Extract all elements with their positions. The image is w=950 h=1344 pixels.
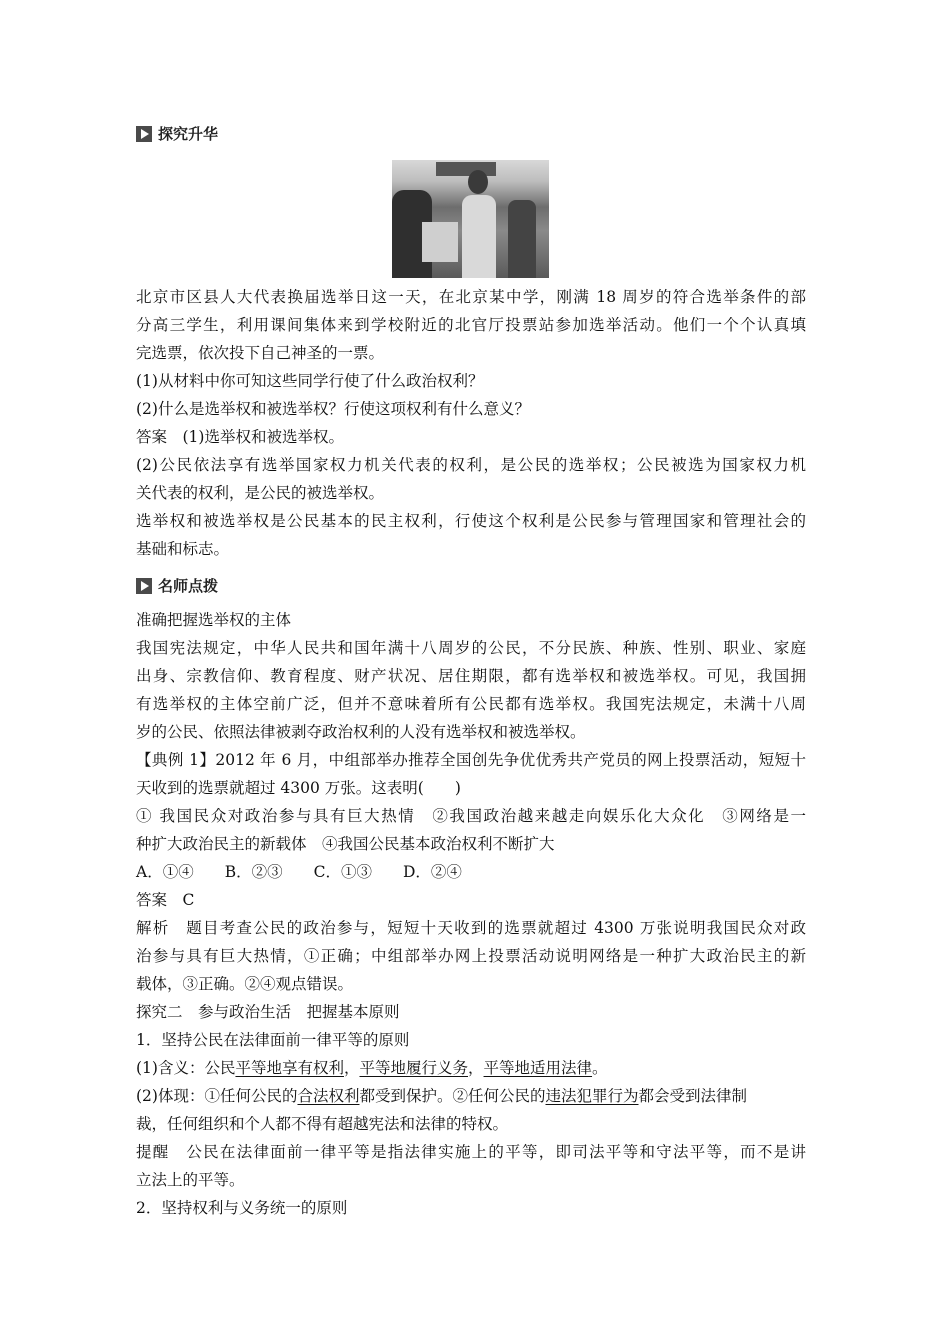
text-line: 关代表的权利，是公民的被选举权。 [136,484,385,502]
choices: A．①④ B．②③ C．①③ D．②④ [136,863,462,881]
example-question: 【典例 1】2012 年 6 月，中组部举办推荐全国创先争优优秀共产党员的网上投票活动，短短十 [136,751,806,769]
section-title: 名师点拨 [158,577,219,595]
meaning-line [136,1054,608,1082]
underlined-term: 平等地履行义务 [359,1059,469,1077]
options-line: ① 我国民众对政治参与具有巨大热情 ②我国政治越来越走向娱乐化大众化 ③网络是一 [136,807,806,825]
play-triangle-icon [136,578,152,594]
text-line: 北京市区县人大代表换届选举日这一天，在北京某中学，刚满 18 周岁的符合选举条件的部 [136,288,806,306]
section-title: 探究升华 [158,125,219,143]
voting-photo [392,160,549,278]
text-span: 都受到保护。②任何公民的 [359,1087,546,1105]
text-span: 。 [592,1059,608,1077]
text-line: 基础和标志。 [136,540,230,558]
underlined-term: 平等地适用法律 [483,1059,593,1077]
section-heading-teacher [136,575,218,596]
manifestation-line [136,1082,747,1110]
text-line: 有选举权的主体空前广泛，但并不意味着所有公民都有选举权。我国宪法规定，未满十八周 [136,695,806,713]
text-span: (2)体现：①任何公民的 [136,1087,298,1105]
question-1: (1)从材料中你可知这些同学行使了什么政治权利？ [136,372,484,390]
options-line: 种扩大政治民主的新载体 ④我国公民基本政治权利不断扩大 [136,835,555,853]
analysis: 解析 题目考查公民的政治参与，短短十天收到的选票就超过 4300 万张说明我国民众对政 [136,919,806,937]
section-heading-explore [136,123,218,144]
subheading: 探究二 参与政治生活 把握基本原则 [136,1003,400,1021]
underlined-term: 合法权利 [297,1087,360,1105]
text-line: 分高三学生，利用课间集体来到学校附近的北官厅投票站参加选举活动。他们一个个认真填 [136,316,806,334]
text-line: 立法上的平等。 [136,1171,245,1189]
text-line: 治参与具有巨大热情，①正确；中组部举办网上投票活动说明网络是一种扩大政治民主的新 [136,947,806,965]
answer-1: 答案 (1)选举权和被选举权。 [136,428,344,446]
principle-heading: 2．坚持权利与义务统一的原则 [136,1199,348,1217]
subheading: 准确把握选举权的主体 [136,611,292,629]
reminder-line: 提醒 公民在法律面前一律平等是指法律实施上的平等，即司法平等和守法平等，而不是讲 [136,1143,806,1161]
principle-heading: 1．坚持公民在法律面前一律平等的原则 [136,1031,410,1049]
text-line: 天收到的选票就超过 4300 万张。这表明( ) [136,779,461,797]
text-line: 选举权和被选举权是公民基本的民主权利，行使这个权利是公民参与管理国家和管理社会的 [136,512,806,530]
question-2: (2)什么是选举权和被选举权？行使这项权利有什么意义？ [136,400,530,418]
text-line: 载体，③正确。②④观点错误。 [136,975,354,993]
text-span: ， [343,1059,360,1077]
play-triangle-icon [136,126,152,142]
text-line: 出身、宗教信仰、教育程度、财产状况、居住期限，都有选举权和被选举权。可见，我国拥 [136,667,806,685]
text-line: 完选票，依次投下自己神圣的一票。 [136,344,385,362]
underlined-term: 违法犯罪行为 [545,1087,639,1105]
answer: 答案 C [136,891,195,909]
text-span: ， [468,1059,484,1077]
text-span: (1)含义：公民 [136,1059,236,1077]
answer-2: (2)公民依法享有选举国家权力机关代表的权利，是公民的选举权；公民被选为国家权力机 [136,456,806,474]
underlined-term: 平等地享有权利 [235,1059,344,1077]
text-line: 我国宪法规定，中华人民共和国年满十八周岁的公民，不分民族、种族、性别、职业、家庭 [136,639,806,657]
text-line: 岁的公民、依照法律被剥夺政治权利的人没有选举权和被选举权。 [136,723,586,741]
text-line: 裁，任何组织和个人都不得有超越宪法和法律的特权。 [136,1115,509,1133]
text-span: 都会受到法律制 [638,1087,748,1105]
